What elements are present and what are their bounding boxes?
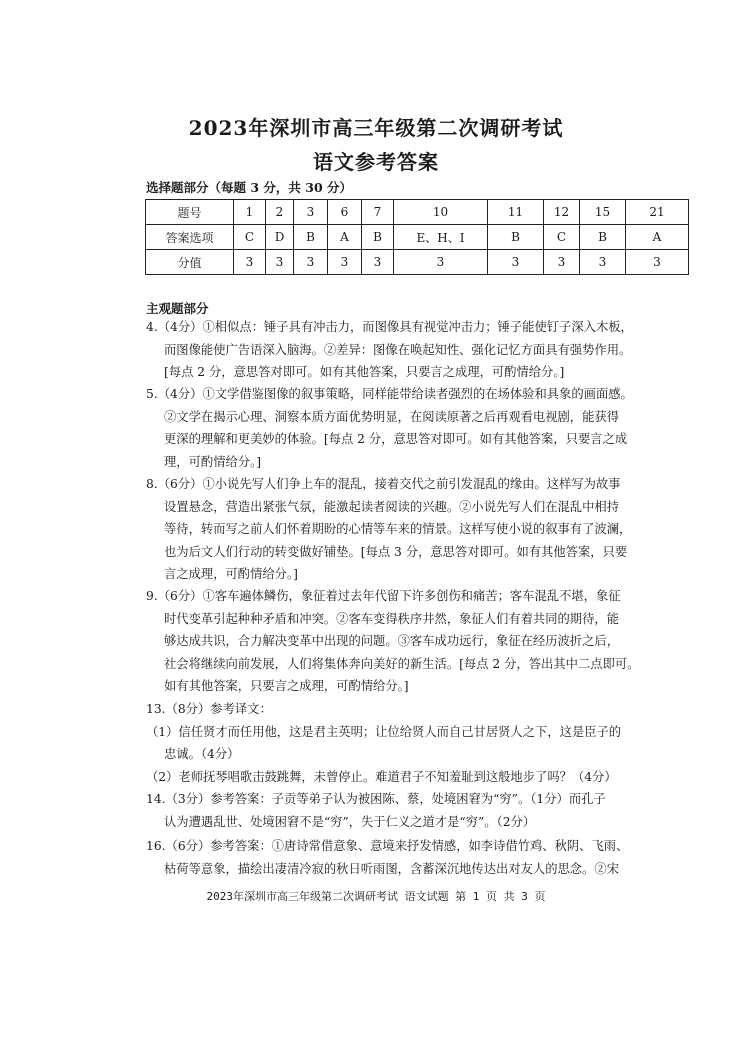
table-cell: 3 bbox=[266, 250, 294, 275]
table-cell: A bbox=[328, 225, 362, 250]
subjective-section-heading: 主观题部分 bbox=[146, 301, 209, 316]
table-cell: B bbox=[488, 225, 544, 250]
table-cell: C bbox=[234, 225, 266, 250]
table-row-score bbox=[146, 250, 689, 275]
question-14-answer bbox=[146, 788, 646, 833]
table-cell: 3 bbox=[544, 250, 580, 275]
table-cell: C bbox=[544, 225, 580, 250]
question-13-answer bbox=[146, 698, 646, 788]
table-cell: 答案选项 bbox=[146, 225, 234, 250]
table-row-question-number bbox=[146, 200, 689, 225]
answer-line: ②文学在揭示心理、洞察本质方面优势明显，在阅读原著之后再观看电视剧，能获得 bbox=[164, 409, 619, 424]
answer-line: 9.（6分）①客车遍体鳞伤，象征着过去年代留下许多创伤和痛苦；客车混乱不堪，象征 bbox=[146, 589, 621, 603]
table-cell: 21 bbox=[626, 200, 689, 225]
table-cell: 3 bbox=[362, 250, 394, 275]
answer-line: 14.（3分）参考答案：子贡等弟子认为被困陈、蔡，处境困窘为“穷”。（1分）而孔子 bbox=[146, 792, 606, 806]
answer-line: （1）信任贤才而任用他，这是君主英明；让位给贤人而自己甘居贤人之下，这是臣子的 bbox=[146, 724, 622, 739]
answer-line: 5.（4分）①文学借鉴图像的叙事策略，同样能带给读者强烈的在场体验和具象的画面感。 bbox=[146, 387, 633, 401]
exam-subtitle: 语文参考答案 bbox=[313, 150, 439, 174]
answer-line: 认为遭遇乱世、处境困窘不是“穷”，失于仁义之道才是“穷”。（2分） bbox=[164, 814, 536, 829]
answer-line: 设置悬念，营造出紧张气氛，能激起读者阅读的兴趣。②小说先写人们在混乱中相持 bbox=[164, 499, 619, 514]
answer-line: 枯荷等意象，描绘出凄清冷寂的秋日听雨图，含蓄深沉地传达出对友人的思念。②宋 bbox=[164, 861, 619, 876]
choice-section-heading: 选择题部分（每题 3 分，共 30 分） bbox=[146, 180, 353, 195]
question-16-answer bbox=[146, 835, 646, 880]
table-cell: 11 bbox=[488, 200, 544, 225]
answer-line: 也为后文人们行动的转变做好铺垫。[每点 3 分，意思答对即可。如有其他答案，只要 bbox=[164, 544, 628, 559]
table-cell: B bbox=[580, 225, 626, 250]
answer-line: 理，可酌情给分。] bbox=[164, 454, 262, 469]
answer-line: 等待，转而写之前人们怀着期盼的心情等车来的情景。这样写使小说的叙事有了波澜， bbox=[164, 522, 632, 536]
table-cell: 3 bbox=[488, 250, 544, 275]
answer-line: 8.（6分）①小说先写人们争上车的混乱，接着交代之前引发混乱的缘由。这样写为故事 bbox=[146, 477, 621, 491]
answer-line: 更深的理解和更美妙的体验。[每点 2 分，意思答对即可。如有其他答案，只要言之成 bbox=[164, 432, 628, 446]
table-cell: 12 bbox=[544, 200, 580, 225]
table-cell: B bbox=[362, 225, 394, 250]
table-cell: 3 bbox=[580, 250, 626, 275]
answer-line: 4.（4分）①相似点：锤子具有冲击力，而图像具有视觉冲击力；锤子能使钉子深入木板， bbox=[146, 320, 633, 334]
answer-line: 而图像能使广告语深入脑海。②差异：图像在唤起知性、强化记忆方面具有强势作用。 bbox=[164, 342, 632, 357]
question-8-answer bbox=[146, 473, 646, 586]
table-cell: 2 bbox=[266, 200, 294, 225]
table-cell: 6 bbox=[328, 200, 362, 225]
question-4-answer bbox=[146, 316, 646, 384]
answer-table bbox=[145, 199, 689, 275]
exam-title: 2023年深圳市高三年级第二次调研考试 bbox=[188, 116, 564, 140]
table-cell: B bbox=[294, 225, 328, 250]
page-footer: 2023年深圳市高三年级第二次调研考试 语文试题 第 1 页 共 3 页 bbox=[206, 890, 546, 903]
table-cell: 15 bbox=[580, 200, 626, 225]
table-cell: E、H、I bbox=[394, 225, 488, 250]
answer-line: 16.（6分）参考答案：①唐诗常借意象、意境来抒发情感，如李诗借竹鸡、秋阴、飞雨、 bbox=[146, 839, 629, 853]
table-cell: D bbox=[266, 225, 294, 250]
answer-line: 社会将继续向前发展，人们将集体奔向美好的新生活。[每点 2 分，答出其中二点即可。 bbox=[164, 656, 640, 671]
table-row-answer bbox=[146, 225, 689, 250]
question-9-answer bbox=[146, 585, 646, 698]
table-cell: 题号 bbox=[146, 200, 234, 225]
table-cell: 3 bbox=[294, 200, 328, 225]
answer-line: （2）老师抚琴唱歌击鼓跳舞，未曾停止。难道君子不知羞耻到这般地步了吗？（4分） bbox=[146, 769, 617, 784]
answer-line: 忠诚。（4分） bbox=[164, 747, 240, 761]
question-5-answer bbox=[146, 383, 646, 473]
table-cell: 3 bbox=[234, 250, 266, 275]
table-cell: 10 bbox=[394, 200, 488, 225]
table-cell: 7 bbox=[362, 200, 394, 225]
answer-line: [每点 2 分，意思答对即可。如有其他答案，只要言之成理，可酌情给分。] bbox=[164, 365, 565, 379]
answer-line: 言之成理，可酌情给分。] bbox=[164, 567, 298, 581]
answer-line: 13.（8分）参考译文： bbox=[146, 702, 272, 716]
table-cell: A bbox=[626, 225, 689, 250]
table-cell: 3 bbox=[294, 250, 328, 275]
answer-line: 时代变革引起种种矛盾和冲突。②客车变得秩序井然，象征人们有着共同的期待，能 bbox=[164, 611, 619, 626]
answer-line: 如有其他答案，只要言之成理，可酌情给分。] bbox=[164, 679, 409, 693]
answer-line: 够达成共识，合力解决变革中出现的问题。③客车成功远行，象征在经历波折之后， bbox=[164, 634, 619, 648]
table-cell: 3 bbox=[626, 250, 689, 275]
table-cell: 3 bbox=[394, 250, 488, 275]
table-cell: 分值 bbox=[146, 250, 234, 275]
table-cell: 3 bbox=[328, 250, 362, 275]
table-cell: 1 bbox=[234, 200, 266, 225]
